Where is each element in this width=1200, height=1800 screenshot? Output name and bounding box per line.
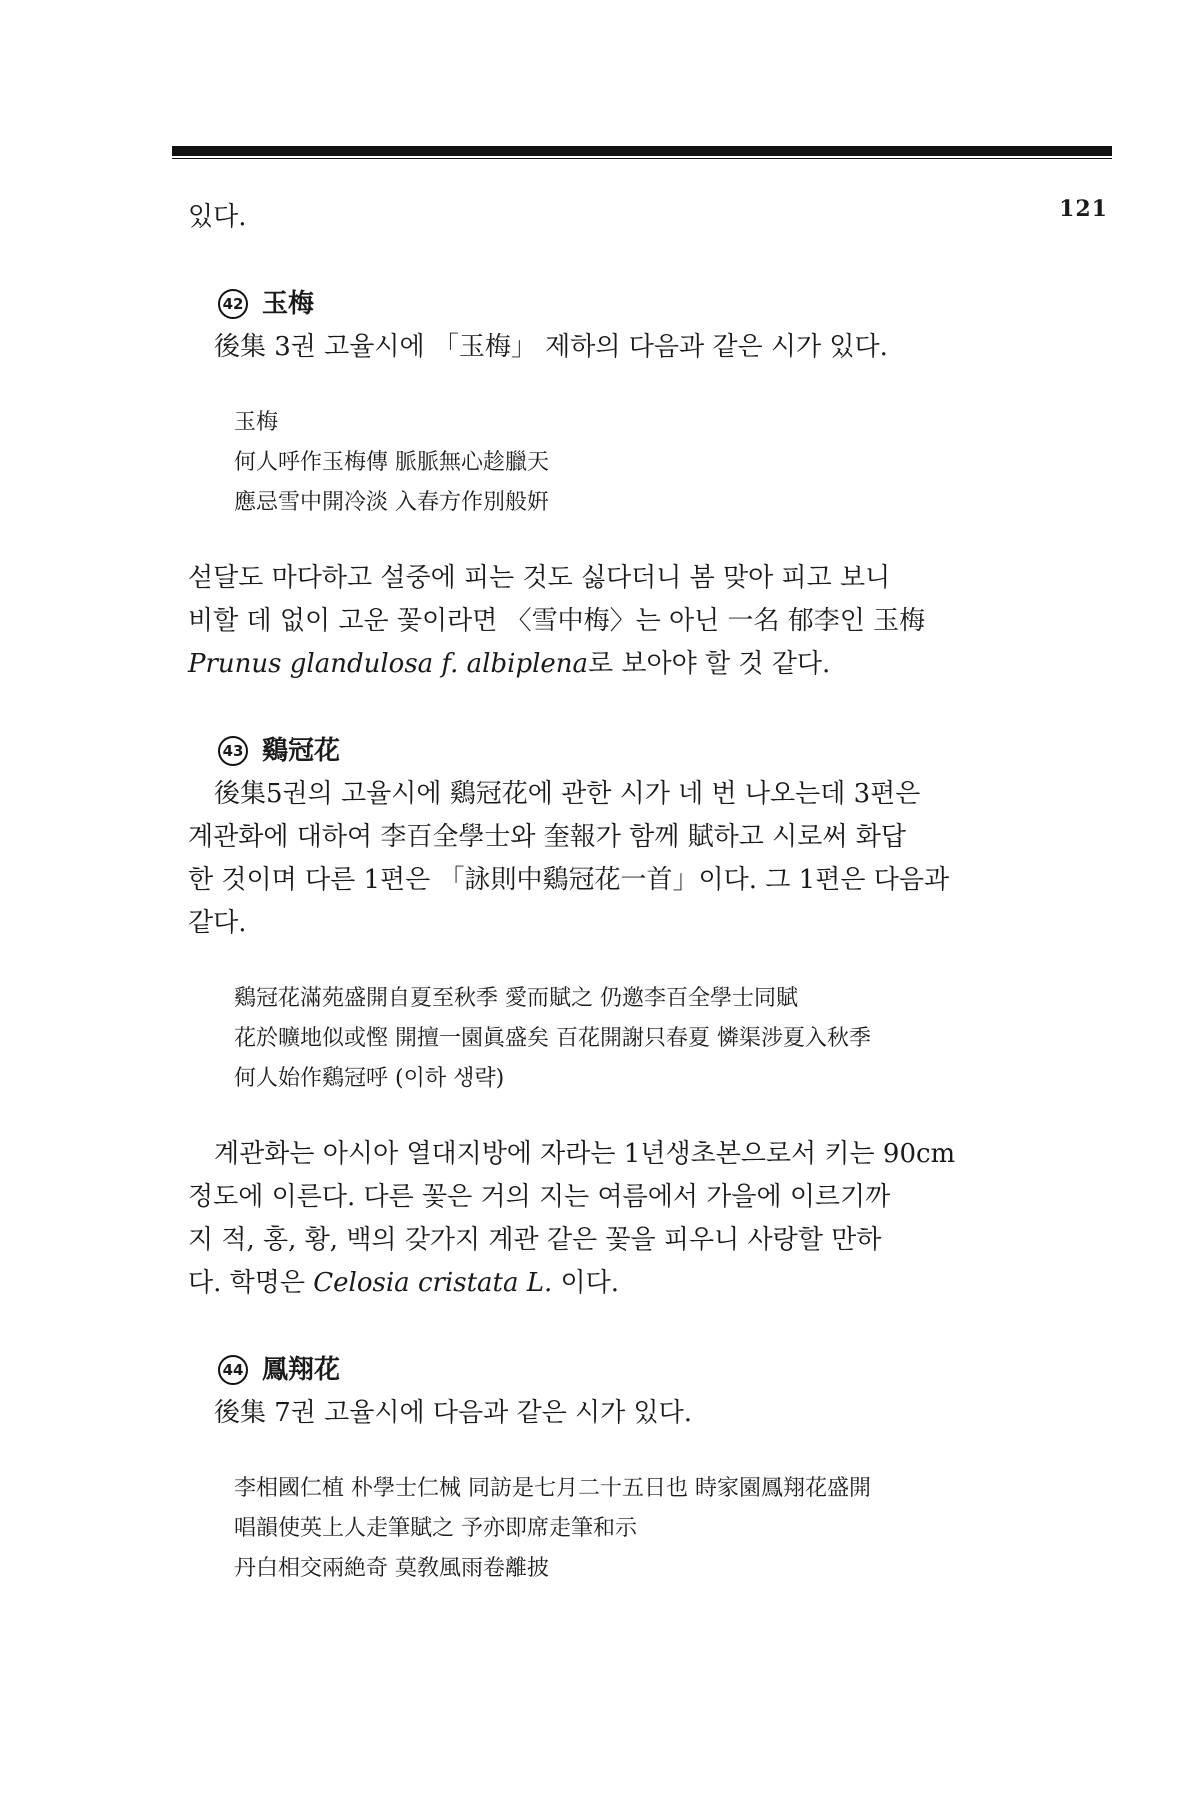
section-43-intro bbox=[188, 773, 988, 945]
scientific-name: Celosia cristata L. bbox=[313, 1268, 553, 1298]
section-number-badge: 44 bbox=[218, 1355, 248, 1385]
section-43-heading bbox=[188, 730, 988, 773]
commentary-line: 정도에 이른다. 다른 꽃은 거의 지는 여름에서 가을에 이르기까 bbox=[188, 1182, 891, 1212]
poem-line: 玉梅 bbox=[234, 410, 279, 435]
section-44-intro: 後集 7권 고율시에 다음과 같은 시가 있다. bbox=[214, 1398, 693, 1428]
commentary-line bbox=[188, 643, 988, 686]
section-42-commentary bbox=[188, 557, 988, 686]
section-title: 鷄冠花 bbox=[262, 736, 341, 766]
intro-line: 한 것이며 다른 1편은 「詠則中鷄冠花一首」이다. 그 1편은 다음과 bbox=[188, 865, 950, 895]
commentary-line bbox=[188, 1262, 988, 1305]
commentary-line: 지 적, 홍, 황, 백의 갖가지 계관 같은 꽃을 피우니 사랑할 만하 bbox=[188, 1225, 882, 1255]
section-title: 玉梅 bbox=[262, 289, 315, 319]
poem-line: 何人呼作玉梅傳 脈脈無心趁臘天 bbox=[234, 450, 549, 475]
section-number-badge: 42 bbox=[218, 289, 248, 319]
page-number: 121 bbox=[1059, 196, 1108, 222]
poem-line: 花於曠地似或慳 開擅一園眞盛矣 百花開謝只春夏 憐渠涉夏入秋季 bbox=[234, 1026, 871, 1051]
section-43-poem bbox=[188, 979, 988, 1099]
poem-line: 何人始作鷄冠呼 (이하 생략) bbox=[234, 1066, 505, 1091]
section-43-commentary bbox=[188, 1133, 988, 1305]
commentary-prefix: 다. 학명은 bbox=[188, 1268, 314, 1298]
page-content bbox=[188, 196, 988, 1589]
section-42-heading bbox=[188, 283, 988, 326]
section-title: 鳳翔花 bbox=[262, 1355, 341, 1385]
poem-line: 丹白相交兩絶奇 莫敎風雨卷離披 bbox=[234, 1556, 549, 1581]
intro-line: 後集5권의 고율시에 鷄冠花에 관한 시가 네 번 나오는데 3편은 bbox=[214, 779, 921, 809]
commentary-line: 비할 데 없이 고운 꽃이라면 〈雪中梅〉는 아닌 一名 郁李인 玉梅 bbox=[188, 606, 926, 636]
opening-line: 있다. bbox=[188, 202, 247, 232]
scientific-name: Prunus glandulosa f. albiplena bbox=[188, 649, 589, 679]
intro-line: 계관화에 대하여 李百全學士와 奎報가 함께 賦하고 시로써 화답 bbox=[188, 822, 906, 852]
section-44-heading bbox=[188, 1349, 988, 1392]
section-42-poem bbox=[188, 403, 988, 523]
poem-line: 唱韻使英上人走筆賦之 予亦即席走筆和示 bbox=[234, 1516, 637, 1541]
header-rule bbox=[172, 146, 1112, 156]
poem-line: 李相國仁植 朴學士仁械 同訪是七月二十五日也 時家園鳳翔花盛開 bbox=[234, 1476, 871, 1501]
poem-line: 應忌雪中開冷淡 入春方作別般姸 bbox=[234, 490, 549, 515]
commentary-tail: 로 보아야 할 것 같다. bbox=[588, 649, 831, 679]
section-44-poem bbox=[188, 1469, 988, 1589]
commentary-suffix: 이다. bbox=[552, 1268, 620, 1298]
intro-line: 같다. bbox=[188, 908, 247, 938]
section-42-intro: 後集 3권 고율시에 「玉梅」 제하의 다음과 같은 시가 있다. bbox=[214, 332, 888, 362]
commentary-line: 섣달도 마다하고 설중에 피는 것도 싫다더니 봄 맞아 피고 보니 bbox=[188, 563, 891, 593]
section-number-badge: 43 bbox=[218, 736, 248, 766]
poem-line: 鷄冠花滿苑盛開自夏至秋季 愛而賦之 仍邀李百全學士同賦 bbox=[234, 986, 798, 1011]
commentary-line: 계관화는 아시아 열대지방에 자라는 1년생초본으로서 키는 90cm bbox=[214, 1139, 956, 1169]
